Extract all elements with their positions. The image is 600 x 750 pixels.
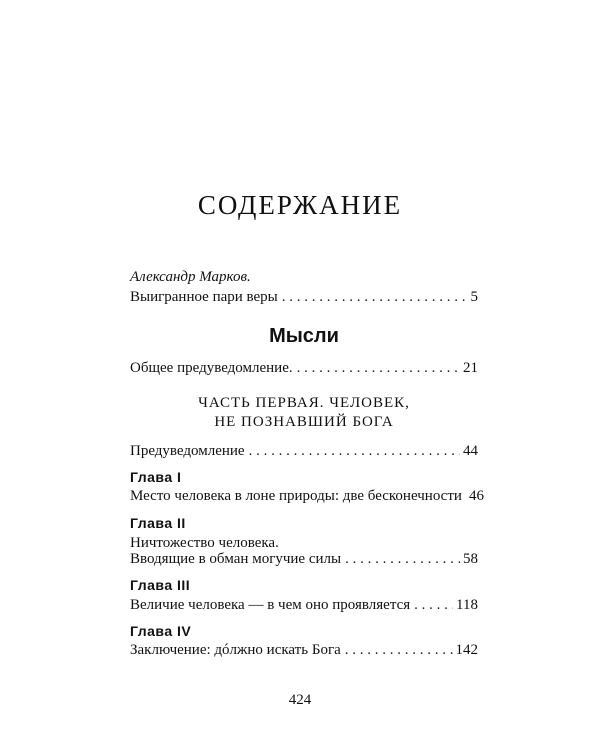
- toc-page-number: 58: [463, 551, 478, 567]
- dot-leader: [282, 287, 468, 307]
- toc-entry-intro[interactable]: [130, 287, 478, 307]
- toc-entry-text: Заключение: дóлжно искать Бога: [130, 642, 341, 658]
- toc-entry-general-preface[interactable]: [130, 358, 478, 378]
- dot-leader: [249, 441, 460, 461]
- toc-page-number: 44: [463, 443, 478, 459]
- toc-page-number: 5: [470, 289, 478, 305]
- toc-entry-text: Предуведомление: [130, 443, 245, 459]
- chapter-label: Глава IV: [130, 623, 192, 639]
- intro-author: Александр Марков.: [130, 269, 251, 285]
- toc-entry-text: Место человека в лоне природы: две бесконечности: [130, 488, 462, 504]
- section-heading: Мысли: [269, 325, 339, 347]
- dot-leader: [345, 549, 460, 569]
- chapter-label: Глава II: [130, 515, 186, 531]
- page-title: СОДЕРЖАНИЕ: [197, 190, 403, 220]
- toc-entry-text: Общее предуведомление.: [130, 360, 293, 376]
- toc-page-number: 142: [455, 642, 478, 658]
- chapter-label: Глава III: [130, 577, 191, 593]
- toc-page-number: 46: [468, 488, 484, 504]
- part-heading-line1: ЧАСТЬ ПЕРВАЯ. ЧЕЛОВЕК,: [198, 395, 410, 411]
- toc-entry-part-preface[interactable]: [130, 441, 478, 461]
- toc-entry-chapter-1[interactable]: [130, 486, 484, 506]
- toc-entry-text: Величие человека — в чем оно проявляется: [130, 597, 411, 613]
- toc-entry-text-line: Ничтожество человека.: [130, 535, 279, 551]
- dot-leader: [414, 595, 453, 615]
- toc-entry-chapter-2[interactable]: [130, 549, 478, 569]
- toc-entry-chapter-4[interactable]: [130, 640, 478, 660]
- page-number: 424: [288, 692, 312, 708]
- toc-entry-chapter-3[interactable]: [130, 595, 478, 615]
- dot-leader: [345, 640, 453, 660]
- part-heading-line2: НЕ ПОЗНАВШИЙ БОГА: [214, 414, 394, 430]
- dot-leader: [297, 358, 460, 378]
- toc-entry-text: Вводящие в обман могучие силы: [130, 551, 342, 567]
- toc-page-number: 118: [456, 597, 478, 613]
- chapter-label: Глава I: [130, 469, 182, 485]
- toc-page-number: 21: [463, 360, 478, 376]
- toc-entry-text: Выигранное пари веры: [130, 289, 278, 305]
